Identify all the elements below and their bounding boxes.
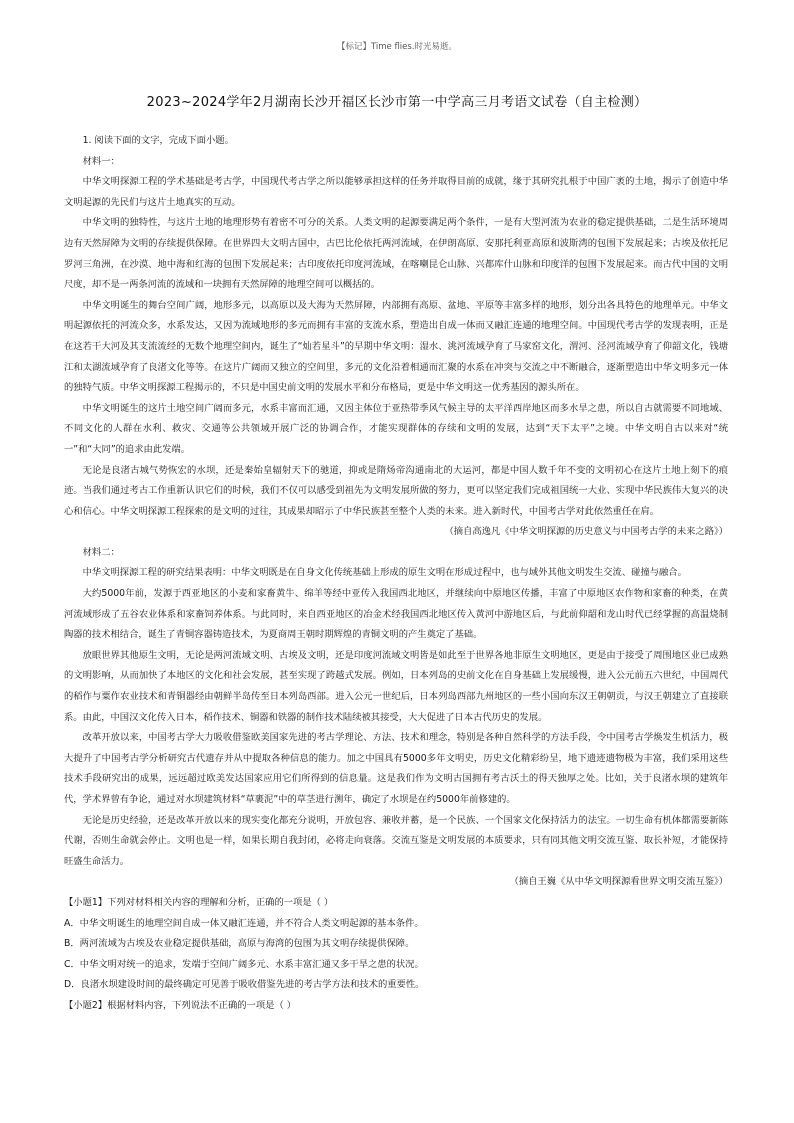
- material2-paragraph: 中华文明探源工程的研究结果表明：中华文明既是在自身文化传统基础上形成的原生文明在形成过程中，也与域外其他文明发生交流、碰撞与融合。: [82, 567, 687, 579]
- option-c: C．中华文明对统一的追求，发端于空间广阔多元、水系丰富汇通又多干旱之患的状况。: [64, 958, 424, 970]
- material2-label: 材料二：: [82, 546, 120, 558]
- material1-paragraph: 中华文明诞生的舞台空间广阔，地形多元，以高原以及大海为天然屏障，内部拥有高原、盆地、平原等丰富多样的地形，划分出各具特色的地理单元。中华文明起源依托的河流众多，水系发达，又因为流域地形的多元而拥有丰富的支流水系，塑造出自成一体而又融汇连通的地理空间。中国现代考古学的发现表明，正是在这若干大河及其支流流经的无数个地理空间内，诞生了“灿若星斗”的早期中华文明：湿水、洮河流域孕育了马家窑文化，渭河、泾河流域孕育了仰韶文化，钱塘江和太湖流域孕育了良渚文化等等。在这片广阔而又独立的空间里，多元的文化沿着相通而汇聚的水系在冲突与交流之中不断融合，逐渐塑造出中华文明多元一体的独特气质。中华文明探源工程揭示的，不只是中国史前文明的发展水平和分布格局，更是中华文明这一优秀基因的源头所在。: [64, 299, 728, 394]
- material2-paragraph: 放眼世界其他原生文明，无论是两河流域文明、古埃及文明，还是印度河流域文明皆是如此至于世界各地非原生文明地区，更是由于接受了周围地区业已成熟的文明影响，从而加快了本地区的文化和社会发展，甚至实现了跨越式发展。例如，日本列岛的史前文化在自身基础上发展缓慢，进入公元前五六世纪，中国周代的稻作与粟作农业技术和青铜器经由朝鲜半岛传至日本列岛西部。进入公元一世纪后，日本列岛西部九州地区的一些小国向东汉王朝朝贡，与汉王朝建立了直接联系。由此，中国汉文化传入日本，稻作技术、铜器和铁器的制作技术陆续被其接受，大大促进了日本古代历史的发展。: [64, 649, 728, 723]
- material1-paragraph: 中华文明诞生的这片土地空间广阔而多元，水系丰富而汇通，又因主体位于亚热带季风气候主导的太平洋西岸地区而多水旱之患，所以自古就需要不同地域、不同文化的人群在水利、救灾、交通等公共领域开展广泛的协调合作，才能实现群体的存续和文明的发展，达到“天下太平”之境。中华文明自古以来对“统一”和“大同”的追求由此发端。: [64, 402, 728, 455]
- material2-source: （摘自王巍《从中华文明探源看世界文明交流互鉴》）: [509, 876, 728, 888]
- material2-paragraph: 无论是历史经验，还是改革开放以来的现实变化都充分说明，开放包容、兼收并蓄，是一个民族、一个国家文化保持活力的法宝。一切生命有机体都需要新陈代谢，否则生命就会停止。文明也是一样，如果长期自我封闭，必将走向衰落。交流互鉴是文明发展的本质要求，只有同其他文明交流互鉴、取长补短，才能保持旺盛生命活力。: [64, 814, 728, 867]
- material2-paragraph: 改革开放以来，中国考古学大力吸收借鉴欧美国家先进的考古学理论、方法、技术和理念，特别是各种自然科学的方法手段，令中国考古学焕发生机活力，极大提升了中国考古学分析研究古代遗存并从中提取各种信息的能力。加之中国具有5000多年文明史，历史文化精彩纷呈，地下遗迹遗物极为丰富，我们采用这些技术手段研究出的成果，远远超过欧美发达国家应用它们所得到的信息量。这是我们作为文明古国拥有考古沃土的得天独厚之处。比如，关于良渚水坝的建筑年代，学术界曾有争论，通过对水坝建筑材料“草裹泥”中的草茎进行测年，确定了水坝是在约5000年前修建的。: [64, 732, 728, 805]
- material1-paragraph: 中华文明的独特性，与这片土地的地理形势有着密不可分的关系。人类文明的起源要满足两个条件，一是有大型河流为农业的稳定提供基础，二是生活环境周边有天然屏障为文明的存续提供保障。在世界四大文明古国中，古巴比伦依托两河流域，在伊朗高原、安那托利亚高原和波斯湾的包围下发展起来；古埃及依托尼罗河三角洲，在沙漠、地中海和红海的包围下发展起来；古印度依托印度河流域，在喀喇昆仑山脉、兴都库什山脉和印度洋的包围下发展起来。而古代中国的文明尺度，却不是一两条河流的流域和一块拥有天然屏障的地理空间可以概括的。: [64, 217, 728, 291]
- material1-paragraph: 中华文明探源工程的学术基础是考古学，中国现代考古学之所以能够承担这样的任务并取得目前的成就，缘于其研究扎根于中国广袤的土地，揭示了创造中华文明起源的先民们与这片土地真实的互动。: [64, 176, 728, 208]
- option-b: B．两河流域为古埃及农业稳定提供基础，高原与海湾的包围为其文明存续提供保障。: [64, 938, 415, 950]
- material2-paragraph: 大约5000年前，发源于西亚地区的小麦和家畜黄牛、绵羊等经中亚传入我国西北地区，并继续向中原地区传播，丰富了中原地区农作物和家畜的种类，在黄河流域形成了五谷农业体系和家畜饲养体系。与此同时，来自西亚地区的冶金术经我国西北地区传入黄河中游地区后，与此前仰韶和龙山时代已经掌握的高温烧制陶器的技术相结合，诞生了青铜容器铸造技术，为夏商周王朝时期辉煌的青铜文明的产生奠定了基础。: [64, 588, 728, 641]
- option-d: D．良渚水坝建设时间的最终确定可见善于吸收借鉴先进的考古学方法和技术的重要性。: [64, 979, 425, 991]
- material1-label: 材料一：: [82, 155, 120, 167]
- page-title: 2023~2024学年2月湖南长沙开福区长沙市第一中学高三月考语文试卷（自主检测）: [146, 95, 648, 110]
- subquestion-1-stem: 【小题1】下列对材料相关内容的理解和分析，正确的一项是（ ）: [64, 896, 334, 908]
- option-a: A．中华文明诞生的地理空间自成一体又融汇连通，并不符合人类文明起源的基本条件。: [64, 917, 424, 929]
- subquestion-2-stem: 【小题2】根据材料内容，下列说法不正确的一项是（ ）: [64, 999, 296, 1011]
- material1-source: （摘自高逸凡《中华文明探源的历史意义与中国考古学的未来之路》）: [444, 526, 728, 538]
- material1-paragraph: 无论是良渚古城气势恢宏的水坝，还是秦始皇辐射天下的驰道，抑或是隋炀帝沟通南北的大运河，都是中国人数千年不变的文明初心在这片土地上刻下的痕迹。当我们通过考古工作重新认识它们的时候，我们不仅可以感受到祖先为文明发展所做的努力，更可以坚定我们完成祖国统一大业、实现中华民族伟大复兴的决心和信心。中华文明探源工程探索的是文明的过往，其成果却昭示了中华民族甚至整个人类的未来。进入新时代，中国考古学对此依然重任在肩。: [64, 464, 728, 517]
- question-intro: 1. 阅读下面的文字，完成下面小题。: [82, 135, 234, 146]
- document-body: [64, 131, 728, 1017]
- header-note: 【标记】Time flies.时光易逝。: [336, 42, 458, 52]
